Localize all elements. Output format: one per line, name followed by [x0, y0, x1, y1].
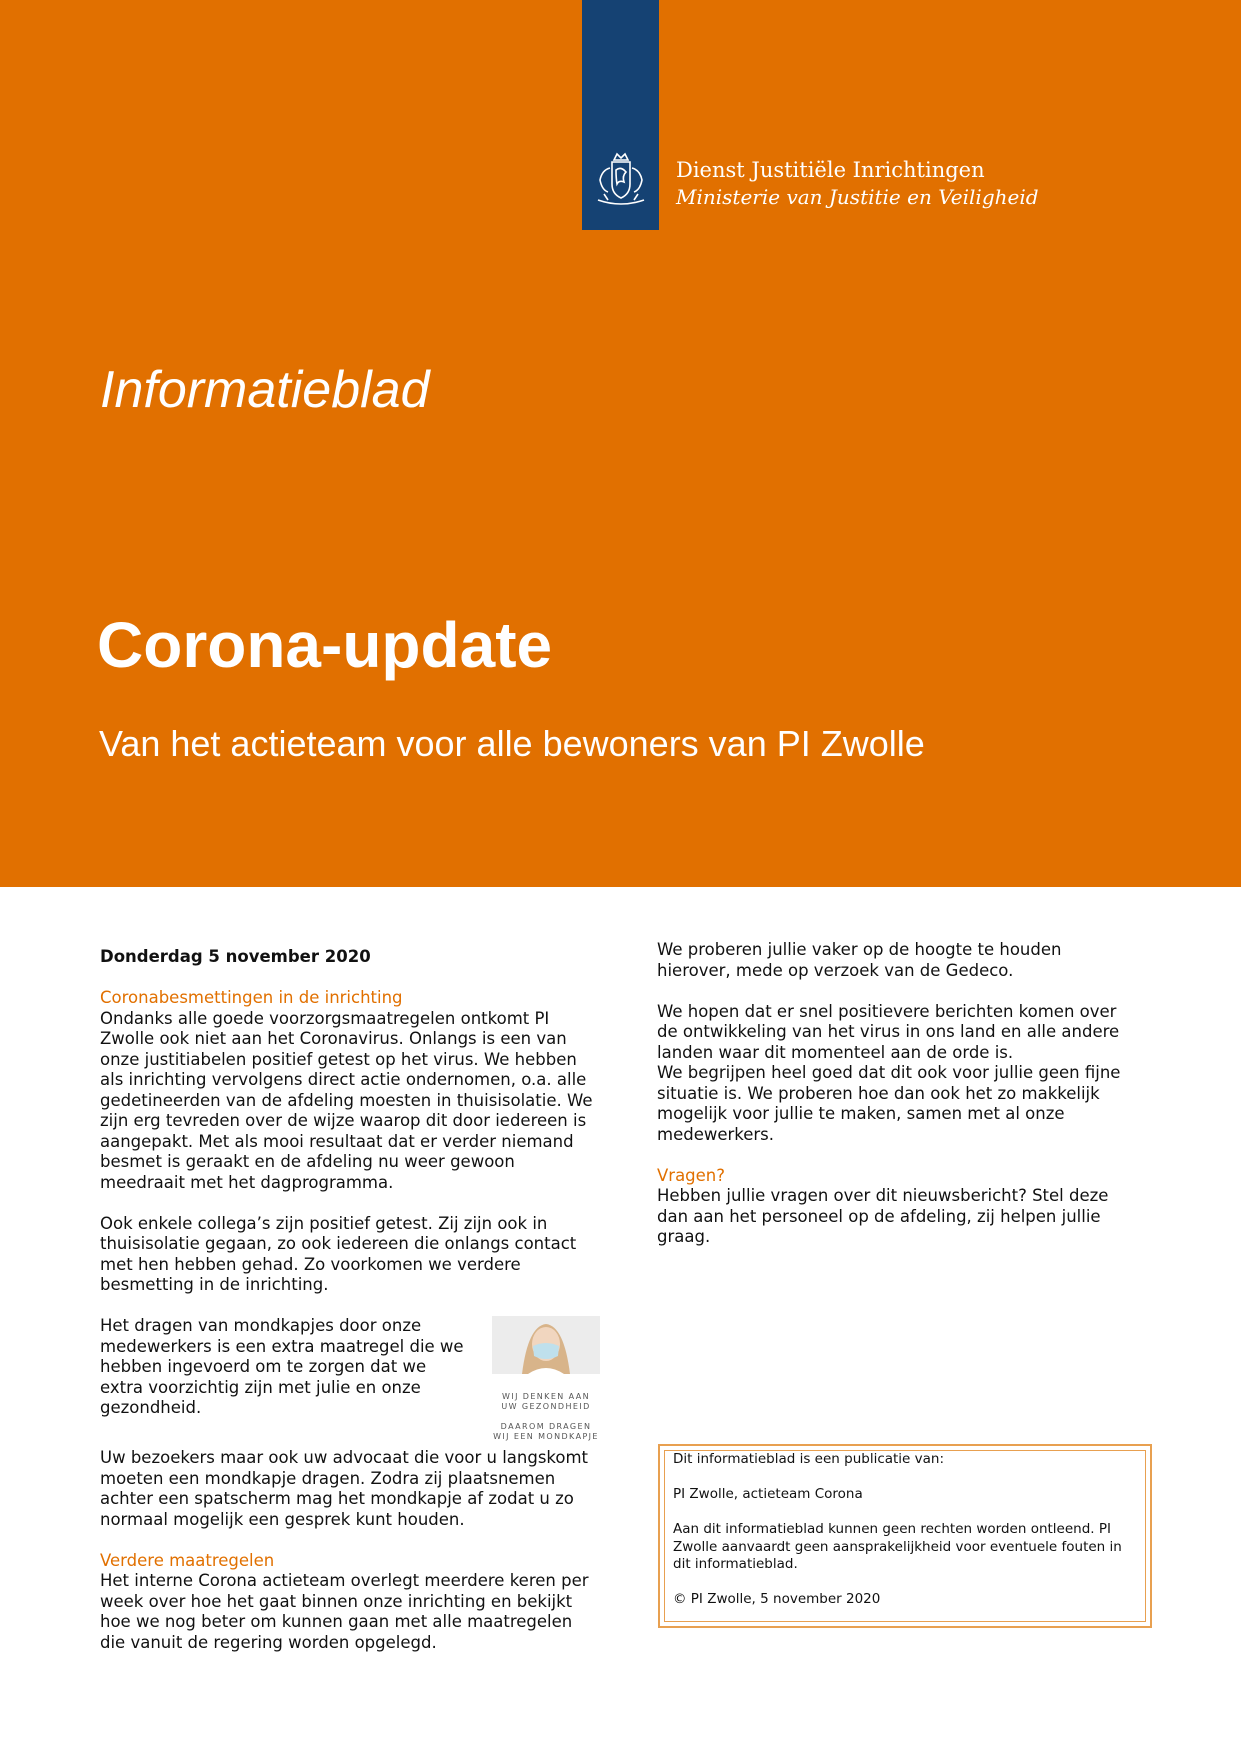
colophon-line: Dit informatieblad is een publicatie van: [673, 1451, 945, 1467]
mask-illustration [492, 1316, 600, 1442]
logo-block [582, 0, 659, 230]
ministry-title: Ministerie van Justitie en Veiligheid [676, 185, 1039, 209]
paragraph: We hopen dat er snel positievere berichten komen over de ontwikkeling van het virus in ons land en alle andere landen waar dit momenteel aan de orde is. [657, 1001, 1120, 1062]
colophon-line: PI Zwolle, actieteam Corona [673, 1486, 863, 1502]
publication-date: Donderdag 5 november 2020 [100, 947, 371, 966]
paragraph: Het interne Corona actieteam overlegt meerdere keren per week over hoe het gaat binnen onze inrichting en bekijkt hoe we nog beter om kunnen gaan met alle maatregelen die vanuit de regering worden opgelegd. [100, 1571, 589, 1652]
colophon-line: Aan dit informatieblad kunnen geen rechten worden ontleend. PI Zwolle aanvaardt geen aansprakelijkheid voor eventuele fouten in dit informatieblad. [673, 1521, 1122, 1572]
colophon-line: © PI Zwolle, 5 november 2020 [673, 1591, 881, 1607]
organization-title: Dienst Justitiële Inrichtingen [676, 158, 985, 182]
paragraph: Uw bezoekers maar ook uw advocaat die voor u langskomt moeten een mondkapje dragen. Zodra zij plaatsnemen achter een spatscherm mag het mondkapje af zodat u zo normaal mogelijk een gesprek kunt houden. [100, 1448, 589, 1529]
paragraph: Hebben jullie vragen over dit nieuwsbericht? Stel deze dan aan het personeel op de afdeling, zij helpen jullie graag. [657, 1186, 1109, 1246]
page-subtitle: Van het actieteam voor alle bewoners van PI Zwolle [99, 723, 925, 764]
left-column [100, 947, 600, 1674]
coat-of-arms-icon [590, 150, 652, 212]
paragraph: Ook enkele collega’s zijn positief getest. Zij zijn ook in thuisisolatie gegaan, zo ook iedereen die onlangs contact met hen hebben gehad. Zo voorkomen we verdere besmetting in de inrichting. [100, 1213, 577, 1294]
paragraph: Het dragen van mondkapjes door onze medewerkers is een extra maatregel die we hebben ingevoerd om te zorgen dat we extra voorzichtig zijn met julie en onze gezondheid. [100, 1316, 464, 1417]
section-heading-questions: Vragen? [657, 1165, 726, 1185]
page-title: Corona-update [97, 609, 553, 681]
colophon-box [658, 1444, 1152, 1628]
organization-name [676, 157, 1039, 211]
paragraph: Ondanks alle goede voorzorgsmaatregelen ontkomt PI Zwolle ook niet aan het Coronavirus. Onlangs is een van onze justitiabelen positief getest op het virus. We hebben als inrichting vervolgens direct actie ondernomen, o.a. alle gedetineerden van de afdeling moesten in thuisisolatie. We zijn erg tevreden over de wijze waarop dit door iedereen is aangepakt. Met als mooi resultaat dat er verder niemand besmet is geraakt en de afdeling nu weer gewoon meedraait met het dagprogramma. [100, 1008, 593, 1192]
mask-photo [492, 1316, 600, 1374]
paragraph: We proberen jullie vaker op de hoogte te houden hierover, mede op verzoek van de Gedeco. [657, 940, 1062, 980]
paragraph: We begrijpen heel goed dat dit ook voor jullie geen fijne situatie is. We proberen hoe dan ook het zo makkelijk mogelijk voor jullie te maken, samen met al onze medewerkers. [657, 1063, 1121, 1144]
right-column [657, 940, 1137, 1268]
section-heading-measures: Verdere maatregelen [100, 1550, 275, 1570]
colophon-text [673, 1451, 1123, 1626]
document-type: Informatieblad [100, 361, 430, 419]
section-heading-infections: Coronabesmettingen in de inrichting [100, 988, 403, 1007]
image-caption: DAAROM DRAGEN WIJ EEN MONDKAPJE [493, 1422, 599, 1441]
image-caption: WIJ DENKEN AAN UW GEZONDHEID [501, 1392, 591, 1411]
